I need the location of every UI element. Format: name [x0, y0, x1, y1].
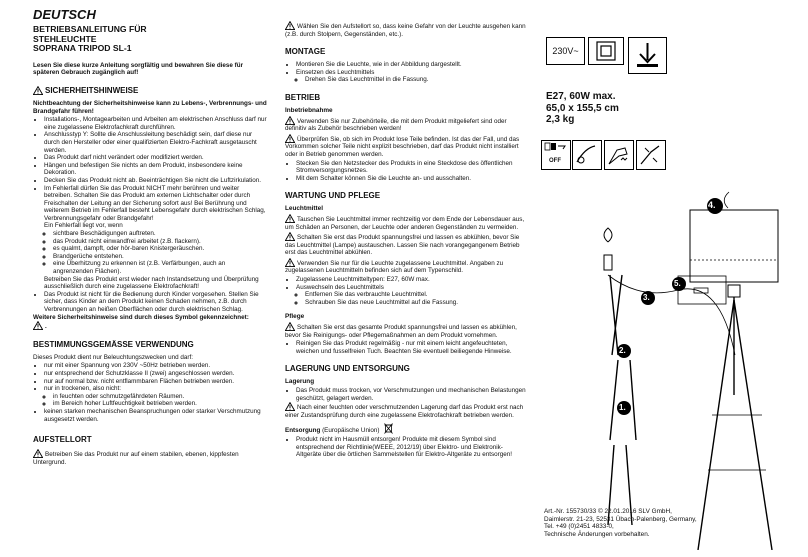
lamp-p1 [285, 214, 528, 231]
setup-text2: Wählen Sie den Aufstellort so, dass keine Gefahr von der Leuchte ausgehen kann (z.B. durch Stolpern, Gegenständen, etc.). [285, 23, 526, 38]
off-label: OFF [549, 158, 561, 164]
subtitle-line: SOPRANA TRIPOD SL-1 [33, 43, 132, 54]
commissioning-list [285, 160, 528, 183]
commissioning-p2 [285, 134, 528, 159]
list-item: • Montieren Sie die Leuchte, wie in der Abbildung dargestellt. [296, 61, 528, 69]
step-label: 5. [674, 279, 681, 288]
footer-line: Art.-Nr. 155730/33 © 22.01.2016 SLV GmbH, [544, 508, 672, 515]
list-item [44, 185, 267, 291]
step-label: 4. [708, 200, 716, 210]
list-item: ◦ Schrauben Sie das neue Leuchtmittel auf die Fassung. [305, 299, 528, 307]
down-arrow-surface-icon [629, 38, 666, 73]
column-middle [285, 0, 528, 459]
list-item: • Produkt nicht im Hausmüll entsorgen! Produkte mit diesem Symbol sind entsprechend der Richtlinie(WEEE, 2012/19) über Elektro- und Elektronik-Altgeräte über die örtlichen Sammelstellen für Elektro-Altgeräte zu entsorgen! [296, 436, 528, 459]
warning-icon [285, 232, 295, 241]
list-item: • Anschlusstyp Y: Sollte die Anschlussleitung beschädigt sein, darf diese nur durch den Hersteller oder einer qualifizierten Elektro-Fachkraft ausgetauscht werden. [44, 131, 267, 154]
paragraph-text: Verwenden Sie nur für die Leuchte zugelassene Leuchtmittel. Angaben zu zugelassenen Leuchtmitteln befinden sich auf dem Typenschild. [285, 259, 504, 275]
setup-text-continued [285, 21, 528, 38]
disposal-region: (Europäische Union) [322, 427, 380, 435]
paragraph-text: Tauschen Sie Leuchtmittel immer rechtzeitig vor dem Ende der Lebensdauer aus, um Schäden an Personen, der Leuchte oder anderen Gegenständen zu vermeiden. [285, 215, 525, 231]
list-item [296, 284, 528, 307]
intro-text: Lesen Sie diese kurze Anleitung sorgfältig und bewahren Sie diese für späteren Gebrauch zugänglich auf! [33, 61, 244, 77]
lamp-p3 [285, 258, 528, 275]
fault-tail: Betreiben Sie das Produkt erst wieder nach Instandsetzung und Überprüfung ausschließlich durch eine zugelassene Elektrofachkraft! [44, 275, 259, 291]
store-p [285, 402, 528, 419]
voltage-box [546, 37, 585, 65]
list-item: ◦ in feuchten oder schmutzgefährdeten Räumen. [53, 393, 267, 401]
paragraph-text: Schalten Sie erst das gesamte Produkt spannungsfrei und lassen es abkühlen, bevor Sie Reinigungs- oder Pflegemaßnahmen an dem Produkt vornehmen. [285, 324, 517, 339]
list-item: • keinen starken mechanischen Beanspruchungen oder starker Verschmutzung ausgesetzt werden. [44, 408, 267, 423]
use-heading: BESTIMMUNGSGEMÄSSE VERWENDUNG [33, 339, 194, 349]
warning-icon [285, 258, 295, 267]
warning-icon [285, 21, 295, 30]
store-list [285, 387, 528, 402]
assembly-illustration [590, 180, 780, 555]
column-left [33, 0, 267, 467]
step-label: 2. [619, 346, 626, 355]
list-item: • Das Produkt ist nicht für die Bedienung durch Kinder vorgesehen. Stellen Sie sicher, dass Kinder an dem Produkt keinen Schaden nehmen, z.B. durch Verbrennungen an heißen Oberflächen oder durch elektrischen Schlag. [44, 291, 267, 314]
class-ii-icon [589, 38, 623, 64]
paragraph-text: Überprüfen Sie, ob sich im Produkt lose Teile befinden. Ist das der Fall, und das Vorkommen solcher Teile nicht explizit beschrieben, darf das Produkt nicht installiert oder in Betrieb genommen werden. [285, 135, 520, 158]
voltage-label: 230V~ [552, 46, 579, 56]
maintenance-heading: WARTUNG UND PFLEGE [285, 191, 381, 201]
protection-class-box [588, 37, 624, 65]
spec-dimensions: 65,0 x 155,5 cm [546, 102, 619, 114]
list-item: • Zugelassene Leuchtmitteltypen: E27, 60W max. [296, 276, 528, 284]
storage-heading: LAGERUNG UND ENTSORGUNG [285, 364, 410, 374]
lamp-heading: Leuchtmittel [285, 205, 323, 213]
list-item: ◦ Drehen Sie das Leuchtmittel in die Fassung. [305, 76, 528, 84]
fault-lead: Ein Fehlerfall liegt vor, wenn [44, 222, 123, 230]
safety-list [33, 116, 267, 313]
operation-heading: BETRIEB [285, 92, 321, 102]
symbol-note-text: Weitere Sicherheitshinweise sind durch dieses Symbol gekennzeichnet: [33, 313, 249, 321]
warning-icon [33, 86, 43, 95]
safety-heading [33, 86, 267, 95]
list-item: • nur auf normal bzw. nicht entflammbaren Flächen betrieben werden. [44, 378, 267, 386]
list-item: • Decken Sie das Produkt nicht ab. Beeinträchtigen Sie nicht die Luftzirkulation. [44, 177, 267, 185]
list-item: ◦ es qualmt, dampft, oder hör-baren Knistergeräuschen. [53, 245, 267, 253]
spec-lamp: E27, 60W max. [546, 91, 616, 102]
disposal-list [285, 436, 528, 459]
fault-text: Im Fehlerfall dürfen Sie das Produkt NICHT mehr berühren und weiter betreiben. Schalten Sie das Produkt am externen Lichtschalter oder durch Freischalten der Leitung an der Sicherung sofort aus! Bei Berührung und weiterem Betrieb im Fehlerfall besteht Lebensgefahr durch elektrischen Schlag, Verbrennungsgefahr oder Brandgefahr! [44, 184, 266, 222]
list-item [44, 385, 267, 408]
install-surface-box [628, 37, 667, 74]
store-heading: Lagerung [285, 378, 315, 386]
symbol-note: Weitere Sicherheitshinweise sind durch dieses Symbol gekennzeichnet: . [33, 313, 249, 331]
footer-line: Tel. +49 (0)2451 4833-0, [544, 523, 614, 531]
footer-line: Technische Änderungen vorbehalten. [544, 530, 650, 538]
safety-heading-text: SICHERHEITSHINWEISE [45, 85, 139, 95]
warning-icon [33, 321, 43, 330]
list-item: • Hängen und befestigen Sie nichts an dem Produkt, insbesondere keine Dekoration. [44, 162, 267, 177]
mount-heading: MONTAGE [285, 47, 326, 57]
paragraph-text: Schalten Sie erst das Produkt spannungsfrei und lassen es abkühlen, bevor Sie das Leuchtmittel (Lampe) austauschen. Lassen Sie nach vorangegangenem Betrieb erst das Leuchtmittel abkühlen. [285, 234, 520, 257]
paragraph-text: Verwenden Sie nur Zubehörteile, die mit dem Produkt mitgeliefert sind oder definitiv als Zubehör beschrieben werden! [285, 117, 507, 133]
list-item: • nur mit einer Spannung von 230V ~50Hz betrieben werden. [44, 362, 267, 370]
language-title: DEUTSCH [33, 7, 96, 22]
warning-icon [285, 116, 295, 125]
care-p1 [285, 322, 528, 339]
step-label: 1. [619, 403, 626, 412]
list-item: • Reinigen Sie das Produkt regelmäßig - nur mit einem leicht angefeuchteten, weichen und fusselfreien Tuch. Beachten Sie eventuell beiliegende Hinweise. [296, 340, 528, 355]
step-label: 3. [643, 293, 650, 302]
mount-list [285, 61, 528, 84]
spec-weight: 2,3 kg [546, 114, 575, 125]
paragraph-text: Nach einer feuchten oder verschmutzenden Lagerung darf das Produkt erst nach einer Zustandsprüfung durch eine zugelassene Elektrofachkraft betrieben werden. [285, 404, 524, 419]
list-item: ◦ Entfernen Sie das verbrauchte Leuchtmittel. [305, 291, 528, 299]
warning-icon [285, 402, 295, 411]
list-item [296, 69, 528, 84]
list-item: • Installations-, Montagearbeiten und Arbeiten am elektrischen Anschluss darf nur eine zugelassene Elektrofachkraft durchführen. [44, 116, 267, 131]
warning-icon [285, 322, 295, 331]
setup-text-body: Betreiben Sie das Produkt nur auf einem stabilen, ebenen, kippfesten Untergrund. [33, 451, 239, 466]
list-item: ◦ im Bereich hoher Luftfeuchtigkeit betrieben werden. [53, 400, 267, 408]
warning-icon [285, 214, 295, 223]
list-item: ◦ sichtbare Beschädigungen auftreten. [53, 230, 267, 238]
weee-bin-icon [384, 423, 393, 434]
list-item: • Stecken Sie den Netzstecker des Produkts in eine Steckdose des öffentlichen Stromversorgungsnetzes. [296, 160, 528, 175]
warning-icon [285, 134, 295, 143]
list-item-text: Einsetzen des Leuchtmittels [296, 68, 375, 76]
pictogram-row [541, 140, 666, 175]
use-list [33, 362, 267, 423]
list-item: • Das Produkt darf nicht verändert oder modifiziert werden. [44, 154, 267, 162]
setup-heading: AUFSTELLORT [33, 435, 92, 445]
lamp-list [285, 276, 528, 306]
use-sublist [44, 393, 267, 408]
list-item: ◦ Brandgerüche entstehen. [53, 253, 267, 261]
spec-block [546, 91, 619, 126]
list-item: • Das Produkt muss trocken, vor Verschmutzungen und mechanischen Belastungen geschützt, gelagert werden. [296, 387, 528, 402]
tripod-lamp-diagram [590, 180, 780, 550]
care-heading: Pflege [285, 313, 305, 321]
disposal-heading [285, 423, 528, 435]
list-item-text: Auswechseln des Leuchtmittels [296, 283, 384, 291]
safety-pictograms-icon [541, 140, 666, 170]
subtitle-line: STEHLEUCHTE [33, 33, 97, 44]
list-item-text: nur in trockenen, also nicht: [44, 385, 122, 393]
list-item: ◦ das Produkt nicht einwandfrei arbeitet (z.B. flackern). [53, 238, 267, 246]
lamp-p2 [285, 232, 528, 257]
document-subtitle [33, 25, 267, 54]
safety-lead: Nichtbeachtung der Sicherheitshinweise kann zu Lebens-, Verbrennungs- und Brandgefahr führen! [33, 99, 267, 115]
use-lead: Dieses Produkt dient nur Beleuchtungszwecken und darf: [33, 353, 193, 361]
footer-address [544, 508, 697, 538]
disposal-heading-text: Entsorgung [285, 427, 321, 435]
commissioning-p1 [285, 116, 528, 133]
fault-sublist [44, 230, 267, 276]
setup-text [33, 449, 267, 466]
commissioning-heading: Inbetriebnahme [285, 106, 333, 114]
care-list [285, 340, 528, 355]
warning-icon [33, 449, 43, 458]
footer-line: Daimlerstr. 21-23, 52531 Übach-Palenberg, Germany, [544, 515, 697, 523]
list-item: ◦ eine Überhitzung zu erkennen ist (z.B. Verfärbungen, auch an angrenzenden Flächen). [53, 260, 267, 275]
list-item: • nur entsprechend der Schutzklasse II (zwei) angeschlossen werden. [44, 370, 267, 378]
list-item: • Mit dem Schalter können Sie die Leuchte an- und ausschalten. [296, 175, 528, 183]
subtitle-line: BETRIEBSANLEITUNG FÜR [33, 24, 147, 34]
